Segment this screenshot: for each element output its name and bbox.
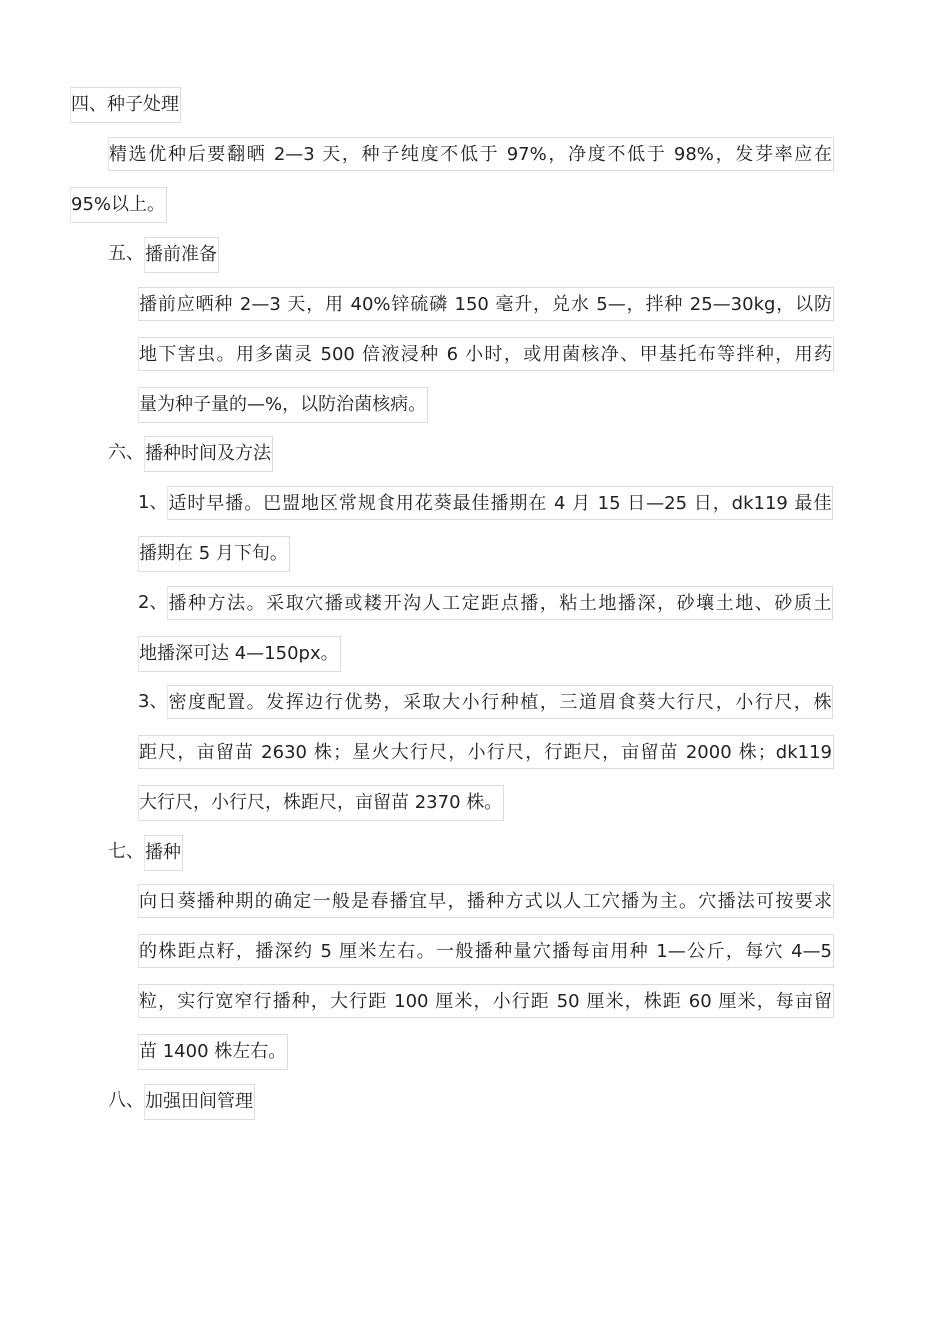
section-5-paragraph-line-3 <box>138 387 428 423</box>
section-6-item-3-prefix: 3、 <box>138 691 168 712</box>
section-7-text-3: 粒，实行宽窄行播种，大行距 100 厘米，小行距 50 厘米，株距 60 厘米，每亩留 <box>138 984 834 1018</box>
section-6-item-3-text-2: 距尺，亩留苗 2630 株；星火大行尺，小行尺，行距尺，亩留苗 2000 株；dk119 <box>138 735 834 769</box>
section-6-heading-prefix: 六、 <box>108 442 144 463</box>
section-6-item-2-text-2: 地播深可达 4—150px。 <box>138 636 341 672</box>
section-4-text-1: 精选优种后要翻晒 2—3 天，种子纯度不低于 97%，净度不低于 98%，发芽率应在 <box>108 137 834 171</box>
section-4-paragraph-line-2 <box>70 187 167 223</box>
section-6-item-2-line-2 <box>138 636 341 672</box>
section-4-heading-line <box>70 87 181 123</box>
section-8-heading: 加强田间管理 <box>144 1084 255 1120</box>
section-6-item-1-line-2 <box>138 536 290 572</box>
section-5-heading-prefix: 五、 <box>108 243 144 264</box>
section-7-text-1: 向日葵播种期的确定一般是春播宜早，播种方式以人工穴播为主。穴播法可按要求 <box>138 884 834 918</box>
section-6-item-3-text-3: 大行尺，小行尺，株距尺，亩留苗 2370 株。 <box>138 785 504 821</box>
section-4-paragraph-line-1 <box>108 137 834 173</box>
section-4-heading: 四、种子处理 <box>70 87 181 123</box>
section-5-heading: 播前准备 <box>144 237 219 273</box>
section-5-text-3: 量为种子量的—%，以防治菌核病。 <box>138 387 428 423</box>
section-5-text-1: 播前应晒种 2—3 天，用 40%锌硫磷 150 毫升，兑水 5—，拌种 25—30kg，以防 <box>138 287 834 321</box>
section-6-item-3-line-3 <box>138 785 504 821</box>
section-6-heading-line <box>108 436 273 472</box>
section-7-text-4: 苗 1400 株左右。 <box>138 1034 288 1070</box>
section-6-item-2-line-1 <box>138 586 833 622</box>
section-6-item-2-text-1: 播种方法。采取穴播或耧开沟人工定距点播，粘土地播深，砂壤土地、砂质土 <box>167 586 833 620</box>
section-6-item-2-prefix: 2、 <box>138 592 168 613</box>
section-8-heading-prefix: 八、 <box>108 1090 144 1111</box>
section-6-item-1-prefix: 1、 <box>138 492 168 513</box>
section-6-item-3-line-1 <box>138 685 833 721</box>
section-6-item-1-text-2: 播期在 5 月下旬。 <box>138 536 290 572</box>
section-6-item-1-text-1: 适时早播。巴盟地区常规食用花葵最佳播期在 4 月 15 日—25 日，dk119 最佳 <box>167 486 833 520</box>
section-6-item-3-text-1: 密度配置。发挥边行优势，采取大小行种植，三道眉食葵大行尺，小行尺，株 <box>167 685 833 719</box>
section-7-paragraph-line-1 <box>138 884 834 920</box>
section-6-heading: 播种时间及方法 <box>144 436 273 472</box>
section-8-heading-line <box>108 1084 255 1120</box>
section-6-item-3-line-2 <box>138 735 834 771</box>
section-7-heading-prefix: 七、 <box>108 841 144 862</box>
section-5-paragraph-line-2 <box>138 337 834 373</box>
section-7-paragraph-line-4 <box>138 1034 288 1070</box>
section-7-paragraph-line-3 <box>138 984 834 1020</box>
section-7-paragraph-line-2 <box>138 934 834 970</box>
section-4-text-2: 95%以上。 <box>70 187 167 223</box>
section-6-item-1-line-1 <box>138 486 833 522</box>
section-7-text-2: 的株距点籽，播深约 5 厘米左右。一般播种量穴播每亩用种 1—公斤，每穴 4—5 <box>138 934 834 968</box>
section-7-heading: 播种 <box>144 835 183 871</box>
section-7-heading-line <box>108 835 183 871</box>
section-5-text-2: 地下害虫。用多菌灵 500 倍液浸种 6 小时，或用菌核净、甲基托布等拌种，用药 <box>138 337 834 371</box>
section-5-paragraph-line-1 <box>138 287 834 323</box>
section-5-heading-line <box>108 237 219 273</box>
